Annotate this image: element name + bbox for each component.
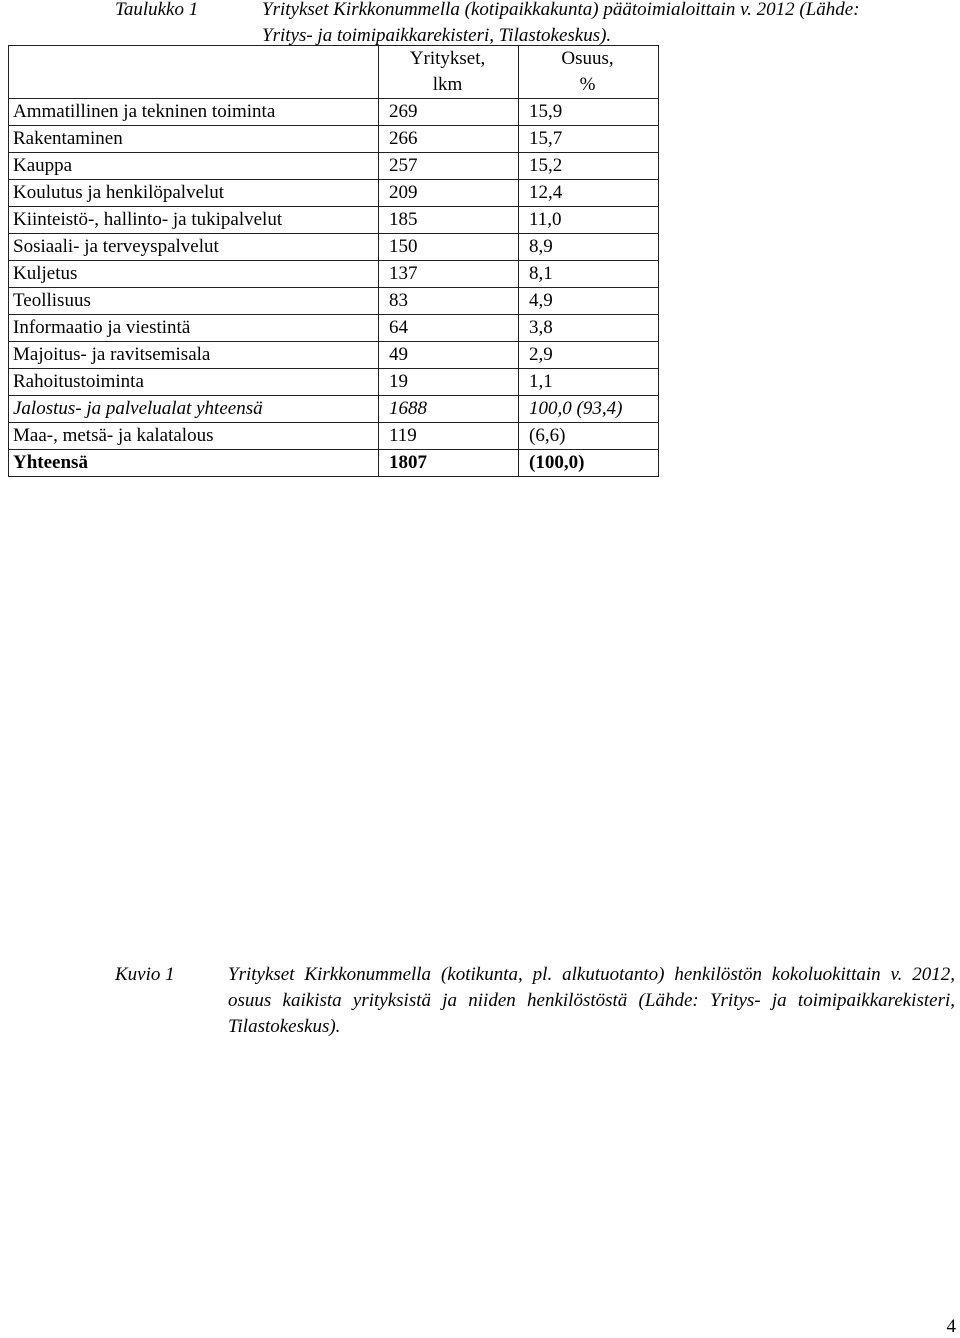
row-count: 64	[379, 315, 519, 342]
row-count: 19	[379, 369, 519, 396]
row-label: Majoitus- ja ravitsemisala	[9, 342, 379, 369]
table-row	[9, 261, 659, 288]
row-count: 185	[379, 207, 519, 234]
table-caption	[115, 0, 960, 49]
row-label: Teollisuus	[9, 288, 379, 315]
row-share: 15,7	[519, 126, 659, 153]
row-share: (100,0)	[519, 450, 659, 477]
figure-caption-text: Yritykset Kirkkonummella (kotikunta, pl. alkutuotanto) henkilöstön kokoluokittain v. 2012, osuus kaikista yrityksistä ja niiden henkilöstöstä (Lähde: Yritys- ja toimipaikkarekisteri, Tilastokeskus).	[228, 964, 955, 1037]
row-count: 1688	[379, 396, 519, 423]
table-row	[9, 153, 659, 180]
table-row	[9, 234, 659, 261]
row-share: 8,9	[519, 234, 659, 261]
table-header-row	[9, 46, 659, 99]
header-cell-empty	[9, 46, 379, 99]
row-label: Koulutus ja henkilöpalvelut	[9, 180, 379, 207]
row-label: Informaatio ja viestintä	[9, 315, 379, 342]
figure-caption	[115, 962, 960, 1040]
table-row	[9, 315, 659, 342]
row-label: Rahoitustoiminta	[9, 369, 379, 396]
table-row	[9, 288, 659, 315]
row-share: 15,9	[519, 99, 659, 126]
table-row	[9, 180, 659, 207]
header-count-line1: Yritykset,	[409, 48, 486, 69]
row-share: 12,4	[519, 180, 659, 207]
row-share: 4,9	[519, 288, 659, 315]
row-label: Ammatillinen ja tekninen toiminta	[9, 99, 379, 126]
row-count: 49	[379, 342, 519, 369]
row-count: 257	[379, 153, 519, 180]
row-label: Jalostus- ja palvelualat yhteensä	[9, 396, 379, 423]
row-label: Rakentaminen	[9, 126, 379, 153]
row-share: 11,0	[519, 207, 659, 234]
row-count: 266	[379, 126, 519, 153]
row-share: 100,0 (93,4)	[519, 396, 659, 423]
row-label: Kuljetus	[9, 261, 379, 288]
header-share-line2: %	[579, 74, 596, 95]
row-count: 209	[379, 180, 519, 207]
header-cell-share	[519, 46, 659, 99]
row-label: Kauppa	[9, 153, 379, 180]
table-row	[9, 126, 659, 153]
header-share-line1: Osuus,	[561, 48, 614, 69]
page-number: 4	[946, 1316, 956, 1337]
business-table	[8, 45, 659, 477]
row-count: 1807	[379, 450, 519, 477]
row-share: (6,6)	[519, 423, 659, 450]
row-count: 83	[379, 288, 519, 315]
table-caption-text-line2: Yritys- ja toimipaikkarekisteri, Tilastokeskus).	[262, 25, 612, 46]
row-count: 150	[379, 234, 519, 261]
table-row	[9, 99, 659, 126]
row-share: 1,1	[519, 369, 659, 396]
table-row-total	[9, 450, 659, 477]
row-label: Sosiaali- ja terveyspalvelut	[9, 234, 379, 261]
row-count: 119	[379, 423, 519, 450]
header-cell-count	[379, 46, 519, 99]
row-label: Maa-, metsä- ja kalatalous	[9, 423, 379, 450]
row-count: 137	[379, 261, 519, 288]
table-row	[9, 342, 659, 369]
figure-caption-label: Kuvio 1	[115, 964, 175, 985]
table-caption-text-line1: Yritykset Kirkkonummella (kotipaikkakunta) päätoimialoittain v. 2012 (Lähde:	[262, 0, 860, 20]
table-row	[9, 207, 659, 234]
table-caption-label: Taulukko 1	[115, 0, 199, 20]
row-share: 3,8	[519, 315, 659, 342]
row-label: Kiinteistö-, hallinto- ja tukipalvelut	[9, 207, 379, 234]
table-row	[9, 369, 659, 396]
row-label: Yhteensä	[9, 450, 379, 477]
header-count-line2: lkm	[432, 74, 463, 95]
table-row-subtotal	[9, 396, 659, 423]
row-share: 8,1	[519, 261, 659, 288]
row-count: 269	[379, 99, 519, 126]
table-row	[9, 423, 659, 450]
row-share: 15,2	[519, 153, 659, 180]
row-share: 2,9	[519, 342, 659, 369]
